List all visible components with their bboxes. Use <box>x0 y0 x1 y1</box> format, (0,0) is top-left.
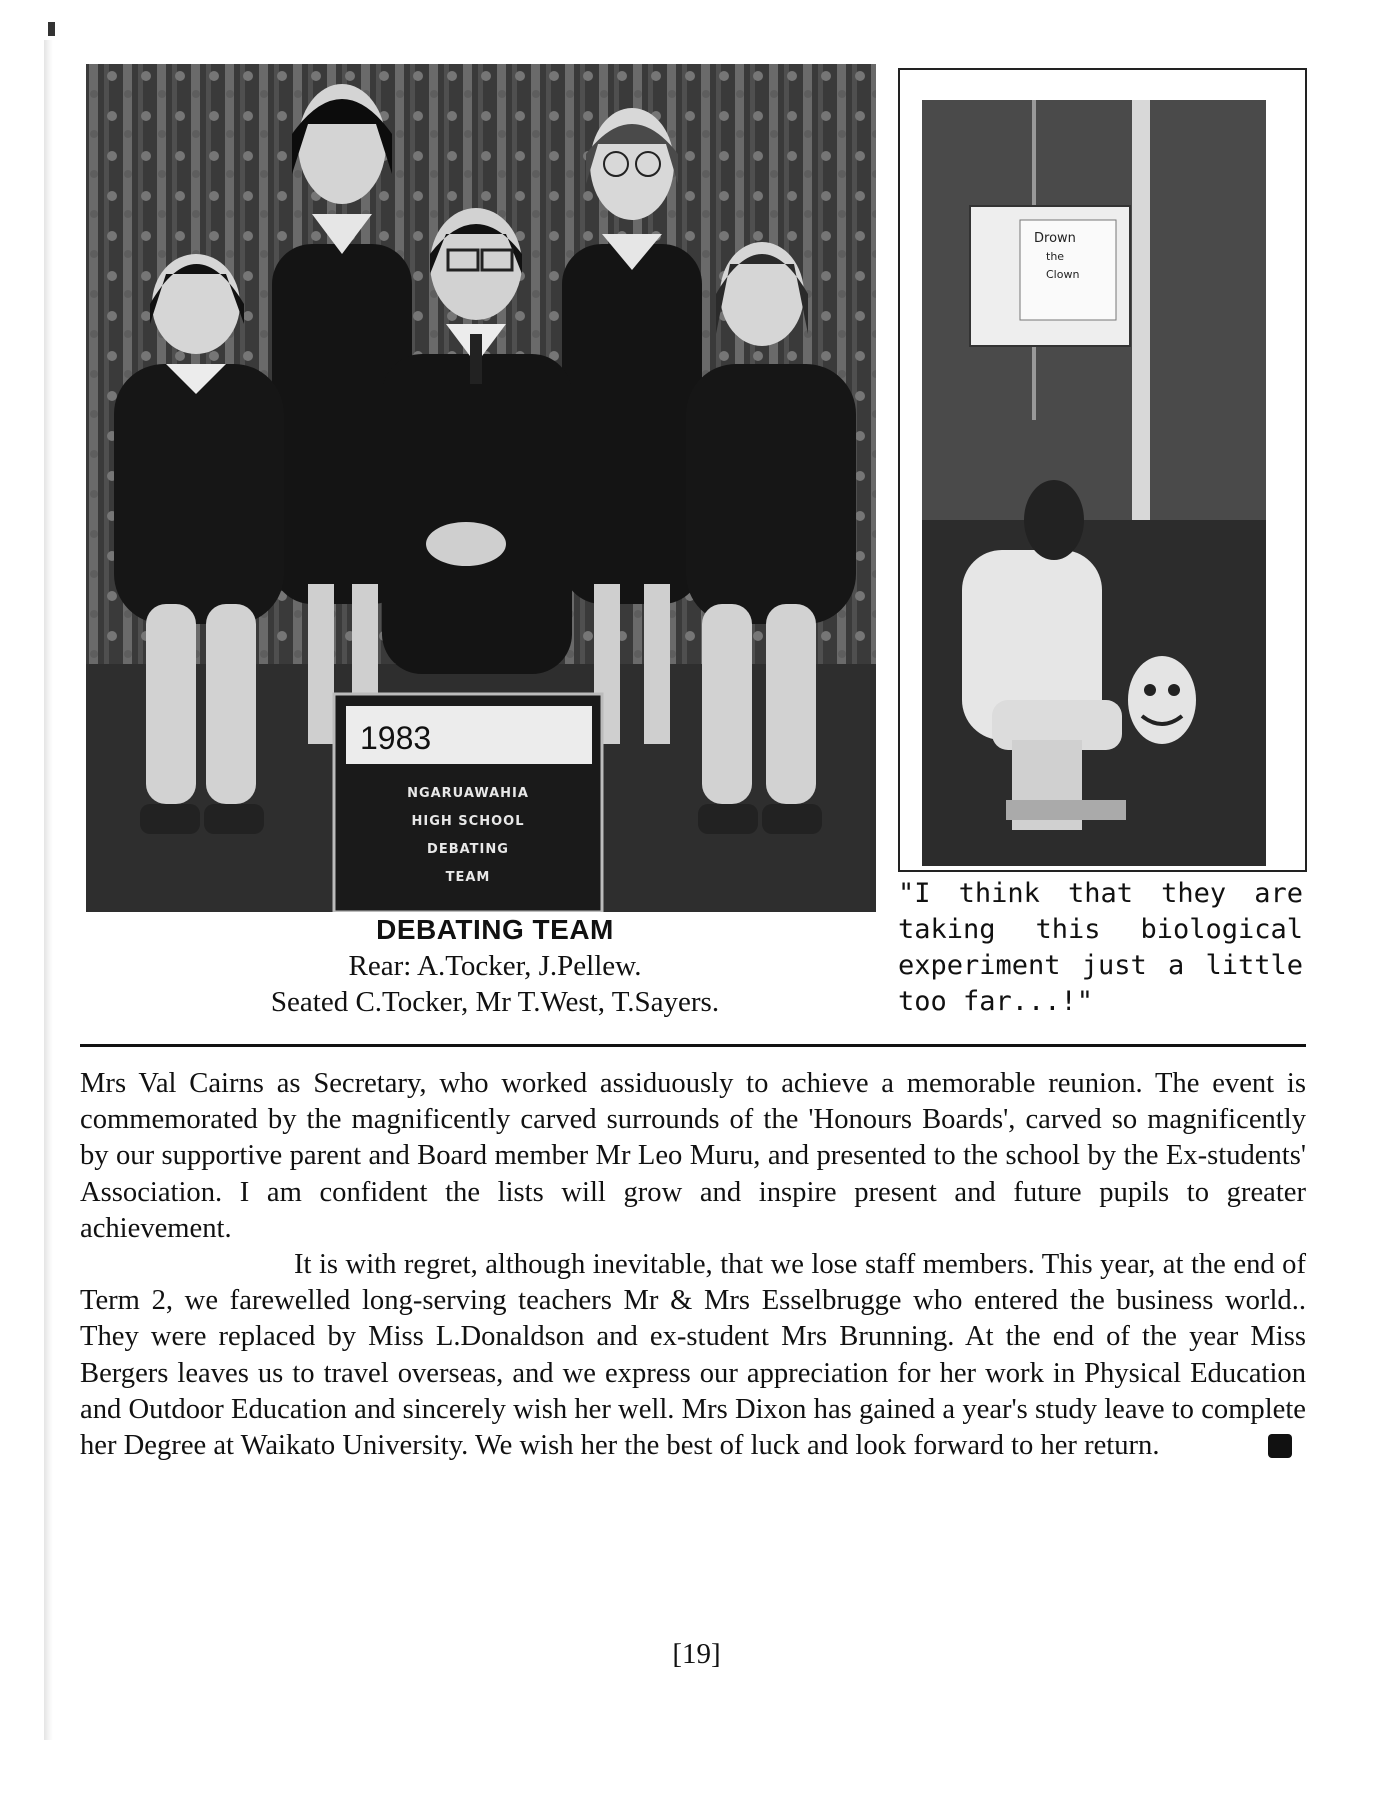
side-photo-caption: "I think that they are taking this biological experiment just a little too far...!" <box>898 878 1303 1017</box>
paragraph-1: Mrs Val Cairns as Secretary, who worked assiduously to achieve a memorable reunion. The event is commemorated by the magnificently carved surrounds of the 'Honours Boards', carved so magnificently by our supportive parent and Board member Mr Leo Muru, and presented to the school by the Ex-students' Association. I am confident the lists will grow and inspire present and future pupils to greater achievement. <box>80 1068 1306 1244</box>
end-of-article-mark <box>1268 1434 1292 1458</box>
paragraph-2: It is with regret, although inevitable, that we lose staff members. This year, at the end of Term 2, we farewelled long-serving teachers Mr & Mrs Esselbrugge who entered the business world.. They were replaced by Miss L.Donaldson and ex-student Mrs Brunning. At the end of the year Miss Bergers leaves us to travel overseas, and we express our appreciation for her work in Physical Education and Outdoor Education and sincerely wish her well. Mrs Dixon has gained a year's study leave to complete her Degree at Waikato University. We wish her the best of luck and look forward to her return. <box>80 1249 1306 1462</box>
sign-line-2: HIGH SCHOOL <box>411 814 525 829</box>
sign-line-4: TEAM <box>445 870 491 885</box>
page-left-edge <box>44 40 53 1740</box>
caption-rear-names: Rear: A.Tocker, J.Pellew. <box>348 950 642 982</box>
caption-seated-names: Seated C.Tocker, Mr T.West, T.Sayers. <box>270 986 720 1018</box>
caption-title: DEBATING TEAM <box>376 914 614 945</box>
page-number: [19] <box>672 1638 721 1670</box>
team-sign-board <box>334 694 602 912</box>
dunk-sign <box>970 206 1130 346</box>
article-body <box>80 1066 1306 1464</box>
clown-face <box>1128 656 1196 744</box>
sign-line-1: NGARUAWAHIA <box>407 786 529 801</box>
dunk-sign-line-1: Drown <box>1034 231 1076 246</box>
section-divider <box>80 1044 1306 1047</box>
dunk-sign-line-3: Clown <box>1046 268 1080 281</box>
dunk-tank-photo <box>922 100 1266 866</box>
debating-team-photo <box>86 64 876 912</box>
dunk-sign-line-2: the <box>1046 250 1065 263</box>
corner-mark <box>48 22 55 36</box>
sign-year: 1983 <box>360 720 432 756</box>
team-photo-caption <box>150 912 840 1020</box>
sign-line-3: DEBATING <box>427 842 509 857</box>
